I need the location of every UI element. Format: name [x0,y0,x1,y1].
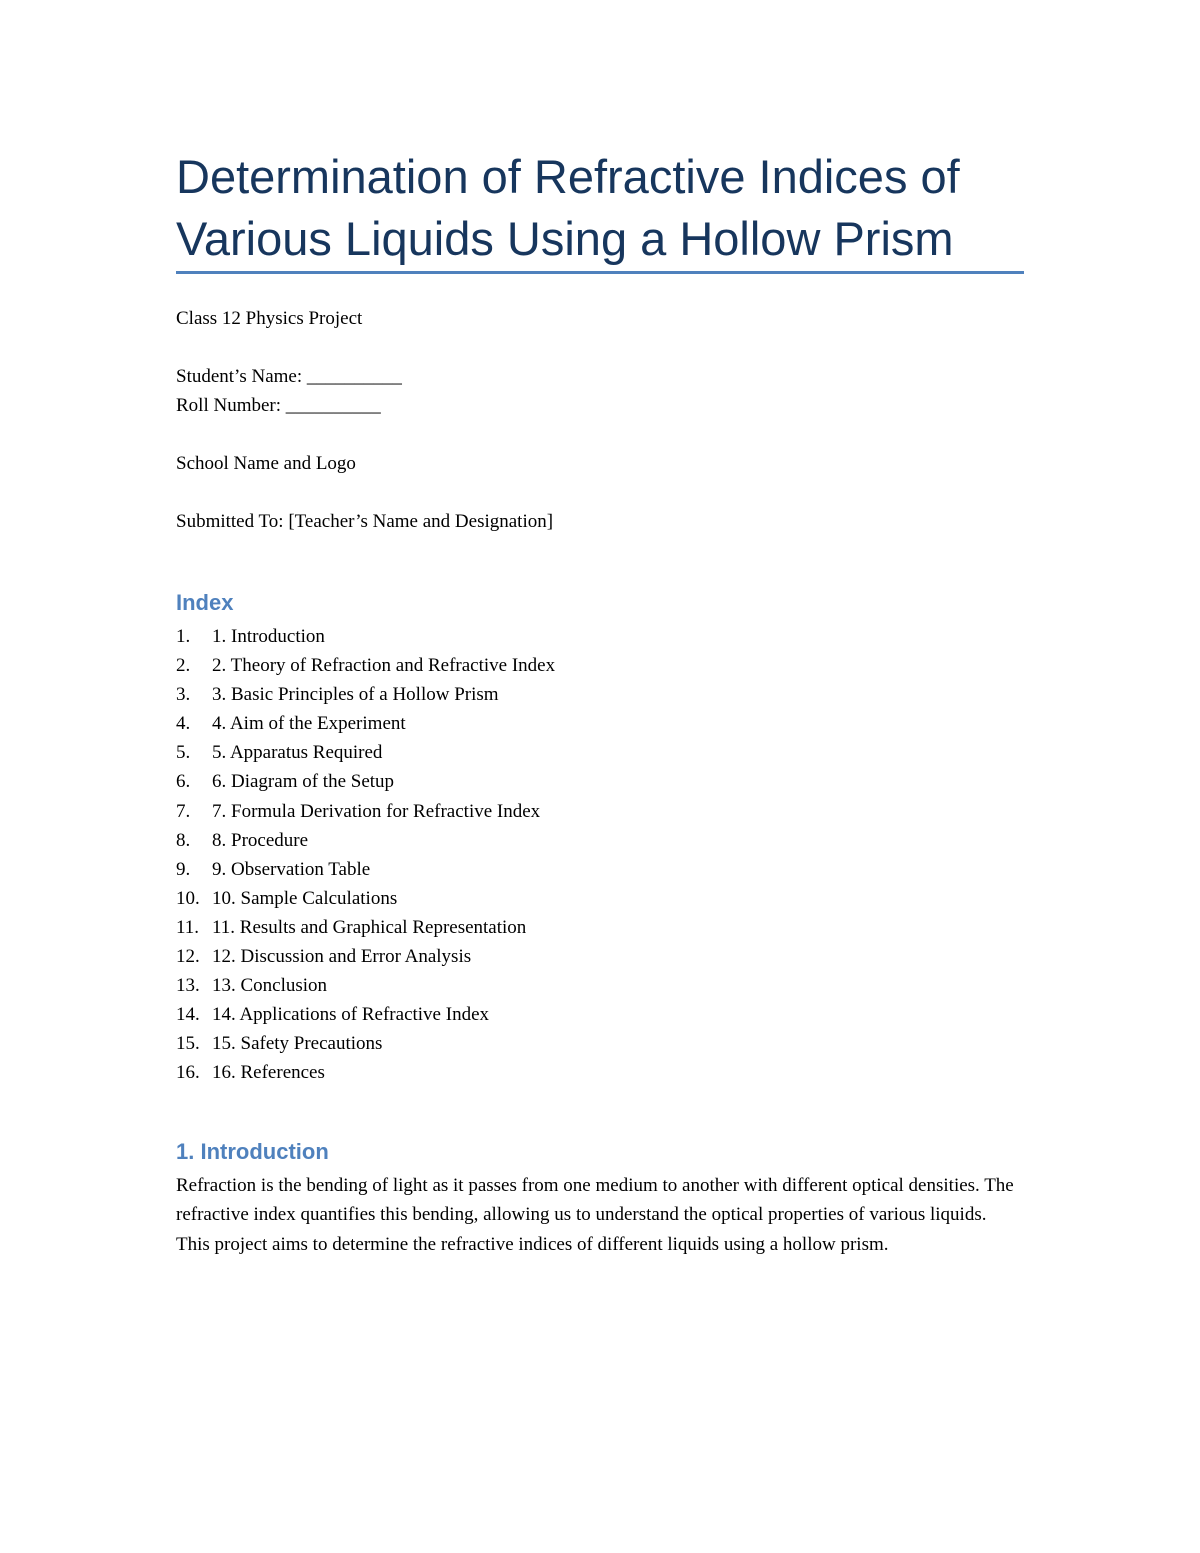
list-item-number: 12. [176,946,200,968]
list-item [176,680,555,709]
list-item [176,826,555,855]
list-item-number: 2. [176,655,191,677]
index-list [176,622,555,1088]
title-underline [176,271,1024,274]
list-item [176,942,555,971]
list-item-label: 1. Introduction [212,626,325,647]
list-item-label: 8. Procedure [212,829,309,851]
list-item-label: 5. Apparatus Required [212,742,383,764]
school-name: School Name and Logo [176,453,356,474]
list-item [176,971,555,1000]
list-item-label: 11. Results and Graphical Representation [212,916,527,938]
list-item [176,1000,555,1029]
student-info [176,362,402,420]
list-item-label: 4. Aim of the Experiment [212,713,406,735]
list-item [176,709,555,738]
list-item-label: 16. References [212,1062,325,1084]
list-item-label: 2. Theory of Refraction and Refractive Index [212,655,556,677]
list-item-number: 11. [176,916,200,938]
list-item-number: 9. [176,858,191,880]
list-item [176,651,555,680]
list-item [176,855,555,884]
list-item-number: 4. [176,713,191,735]
index-heading: Index [176,590,234,615]
list-item-number: 14. [176,1004,200,1026]
list-item-number: 10. [176,887,200,909]
list-item [176,884,555,913]
list-item-label: 10. Sample Calculations [212,887,398,909]
introduction-paragraph: Refraction is the bending of light as it passes from one medium to another with different optical densities. The refractive index quantifies this bending, allowing us to understand the optical properties of various liquids. This project aims to determine the refractive indices of different liquids using a hollow prism. [176,1175,1014,1255]
list-item [176,797,555,826]
list-item-label: 14. Applications of Refractive Index [212,1004,490,1026]
list-item-label: 3. Basic Principles of a Hollow Prism [212,684,499,706]
roll-number-field: Roll Number: __________ [176,395,381,416]
list-item-number: 15. [176,1033,200,1055]
document-title: Determination of Refractive Indices of Various Liquids Using a Hollow Prism [176,150,960,265]
list-item-label: 13. Conclusion [212,975,328,997]
list-item-number: 3. [176,684,191,706]
list-item-label: 7. Formula Derivation for Refractive Index [212,800,541,822]
list-item [176,767,555,796]
list-item-label: 12. Discussion and Error Analysis [212,946,472,968]
list-item-label: 15. Safety Precautions [212,1033,383,1055]
list-item-number: 13. [176,975,200,997]
introduction-heading: 1. Introduction [176,1139,329,1164]
list-item-number: 1. [176,626,191,647]
list-item-number: 16. [176,1062,200,1084]
submitted-to: Submitted To: [Teacher’s Name and Designation] [176,511,554,532]
student-name-field: Student’s Name: __________ [176,366,402,387]
list-item-label: 6. Diagram of the Setup [212,771,395,793]
list-item-number: 5. [176,742,191,764]
list-item [176,1029,555,1058]
list-item [176,622,555,651]
list-item-label: 9. Observation Table [212,858,371,880]
list-item [176,913,555,942]
list-item-number: 6. [176,771,191,793]
project-subtitle: Class 12 Physics Project [176,308,363,329]
list-item-number: 7. [176,800,191,822]
list-item [176,738,555,767]
list-item [176,1058,555,1087]
list-item-number: 8. [176,829,191,851]
